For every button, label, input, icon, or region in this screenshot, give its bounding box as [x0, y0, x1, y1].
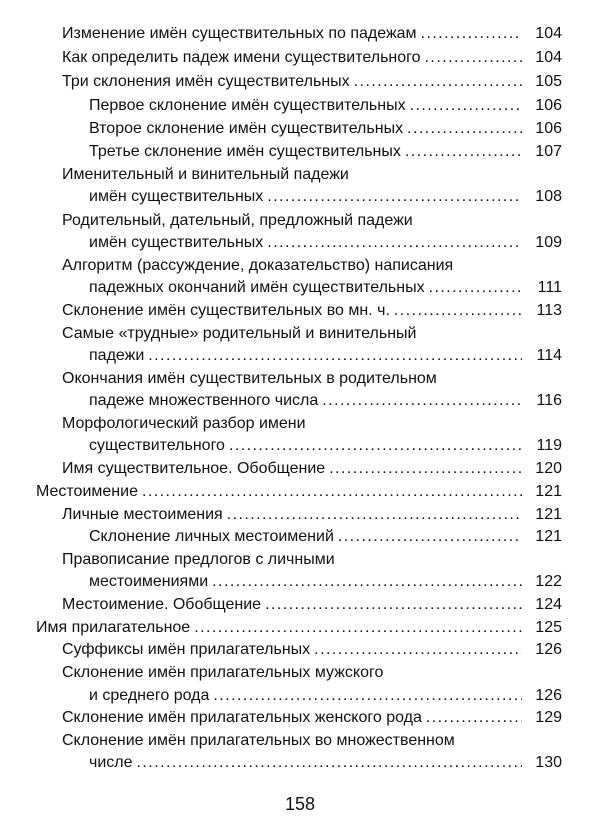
toc-entry-title: Морфологический разбор имени: [62, 415, 306, 432]
toc-entry: [62, 505, 562, 525]
dot-leader: [212, 572, 522, 592]
dot-leader: [407, 119, 522, 139]
toc-entry-title: Как определить падеж имени существительного: [62, 49, 421, 66]
toc-entry-page: 105: [535, 73, 562, 90]
toc-entry-page: 114: [536, 347, 562, 364]
dot-leader: [213, 686, 522, 706]
toc-entry-title: местоимениями: [89, 573, 209, 590]
toc-entry-title: падежи: [89, 347, 145, 364]
toc-entry-page: 116: [536, 392, 562, 409]
toc-entry-title: Склонение имён прилагательных мужского: [62, 664, 384, 681]
toc-entry: [62, 640, 562, 660]
dot-leader: [329, 459, 522, 479]
dot-leader: [142, 482, 522, 502]
toc-entry-page: 119: [536, 437, 562, 454]
toc-entry-page: 107: [535, 143, 562, 160]
toc-entry: [62, 24, 562, 44]
toc-entry: [89, 391, 562, 411]
dot-leader: [227, 505, 522, 525]
toc-entry-title: Алгоритм (рассуждение, доказательство) написания: [62, 257, 454, 274]
toc-entry: [89, 278, 562, 298]
toc-entry-page: 126: [535, 641, 562, 658]
toc-entry-title: Первое склонение имён существительных: [89, 97, 406, 114]
toc-entry-title: Имя существительное. Обобщение: [62, 460, 326, 477]
dot-leader: [265, 595, 522, 615]
toc-entry-page: 104: [535, 25, 562, 42]
toc-entry-title: Личные местоимения: [62, 506, 223, 523]
dot-leader: [137, 753, 522, 773]
toc-entry-title: Правописание предлогов с личными: [62, 551, 335, 568]
toc-entry-title: и среднего рода: [89, 687, 210, 704]
dot-leader: [194, 618, 522, 638]
toc-entry: [89, 436, 562, 456]
dot-leader: [229, 436, 522, 456]
toc-entry-title: имён существительных: [89, 188, 264, 205]
toc-entry: [62, 301, 562, 321]
dot-leader: [148, 346, 522, 366]
toc-entry: [89, 187, 562, 207]
toc-entry-title: Второе склонение имён существительных: [89, 120, 404, 137]
toc-entry-page: 120: [535, 460, 562, 477]
toc-entry-title: Три склонения имён существительных: [62, 73, 350, 90]
toc-entry: [89, 119, 562, 139]
dot-leader: [410, 96, 522, 116]
dot-leader: [429, 278, 522, 298]
toc-entry: [89, 686, 562, 706]
toc-entry-title: числе: [89, 754, 133, 771]
toc-entry-title: Изменение имён существительных по падежам: [62, 25, 417, 42]
toc-entry-page: 121: [535, 506, 562, 523]
toc-entry-page: 109: [535, 234, 562, 251]
toc-entry: [89, 96, 562, 116]
dot-leader: [394, 301, 522, 321]
dot-leader: [354, 72, 522, 92]
toc-entry-title: Третье склонение имён существительных: [89, 143, 401, 160]
toc-entry-title: Местоимение: [36, 483, 138, 500]
toc-entry: [89, 346, 562, 366]
toc-entry-title: Склонение имён прилагательных во множественном: [62, 732, 455, 749]
dot-leader: [425, 48, 522, 68]
toc-entry-page: 130: [535, 754, 562, 771]
toc-entry: [62, 459, 562, 479]
dot-leader: [421, 24, 522, 44]
toc-entry-page: 106: [535, 120, 562, 137]
toc-entry-page: 108: [535, 188, 562, 205]
toc-entry-title: падеже множественного числа: [89, 392, 319, 409]
toc-entry-title: Склонение имён прилагательных женского рода: [62, 709, 422, 726]
toc-entry: [62, 48, 562, 68]
toc-entry-title: Родительный, дательный, предложный падежи: [62, 212, 413, 229]
toc-entry: [36, 618, 562, 638]
dot-leader: [338, 527, 522, 547]
toc-entry-title: Окончания имён существительных в родительном: [62, 370, 437, 387]
toc-entry: [89, 753, 562, 773]
toc-entry-title: Самые «трудные» родительный и винительный: [62, 325, 417, 342]
toc-entry: [89, 527, 562, 547]
toc-entry: [89, 233, 562, 253]
page-number: 158: [284, 794, 316, 814]
toc-entry-title: Склонение имён существительных во мн. ч.: [62, 302, 390, 319]
toc-entry-title: падежных окончаний имён существительных: [89, 279, 425, 296]
toc-entry-title: Именительный и винительный падежи: [62, 166, 349, 183]
toc-entry-title: Суффиксы имён прилагательных: [62, 641, 311, 658]
toc-entry-page: 121: [535, 528, 562, 545]
toc-entry: [36, 482, 562, 502]
toc-entry-page: 111: [537, 279, 562, 296]
toc-entry-page: 104: [535, 49, 562, 66]
toc-entry-title: Местоимение. Обобщение: [62, 596, 262, 613]
toc-entry: [62, 708, 562, 728]
toc-entry-page: 129: [535, 709, 562, 726]
dot-leader: [267, 187, 522, 207]
toc-entry-page: 122: [535, 573, 562, 590]
toc-entry: [89, 142, 562, 162]
toc-entry-title: имён существительных: [89, 234, 264, 251]
toc-entry-page: 124: [535, 596, 562, 613]
toc-entry-title: Склонение личных местоимений: [89, 528, 334, 545]
dot-leader: [405, 142, 522, 162]
toc-entry-title: существительного: [89, 437, 225, 454]
toc-entry: [62, 72, 562, 92]
dot-leader: [426, 708, 522, 728]
toc-entry: [62, 595, 562, 615]
toc-entry-page: 125: [535, 619, 562, 636]
toc-entry-page: 121: [535, 483, 562, 500]
toc-entry-page: 126: [535, 687, 562, 704]
dot-leader: [322, 391, 522, 411]
dot-leader: [267, 233, 522, 253]
toc-entry-page: 113: [536, 302, 562, 319]
toc-entry-title: Имя прилагательное: [36, 619, 191, 636]
dot-leader: [314, 640, 522, 660]
toc-entry-page: 106: [535, 97, 562, 114]
toc-entry: [89, 572, 562, 592]
